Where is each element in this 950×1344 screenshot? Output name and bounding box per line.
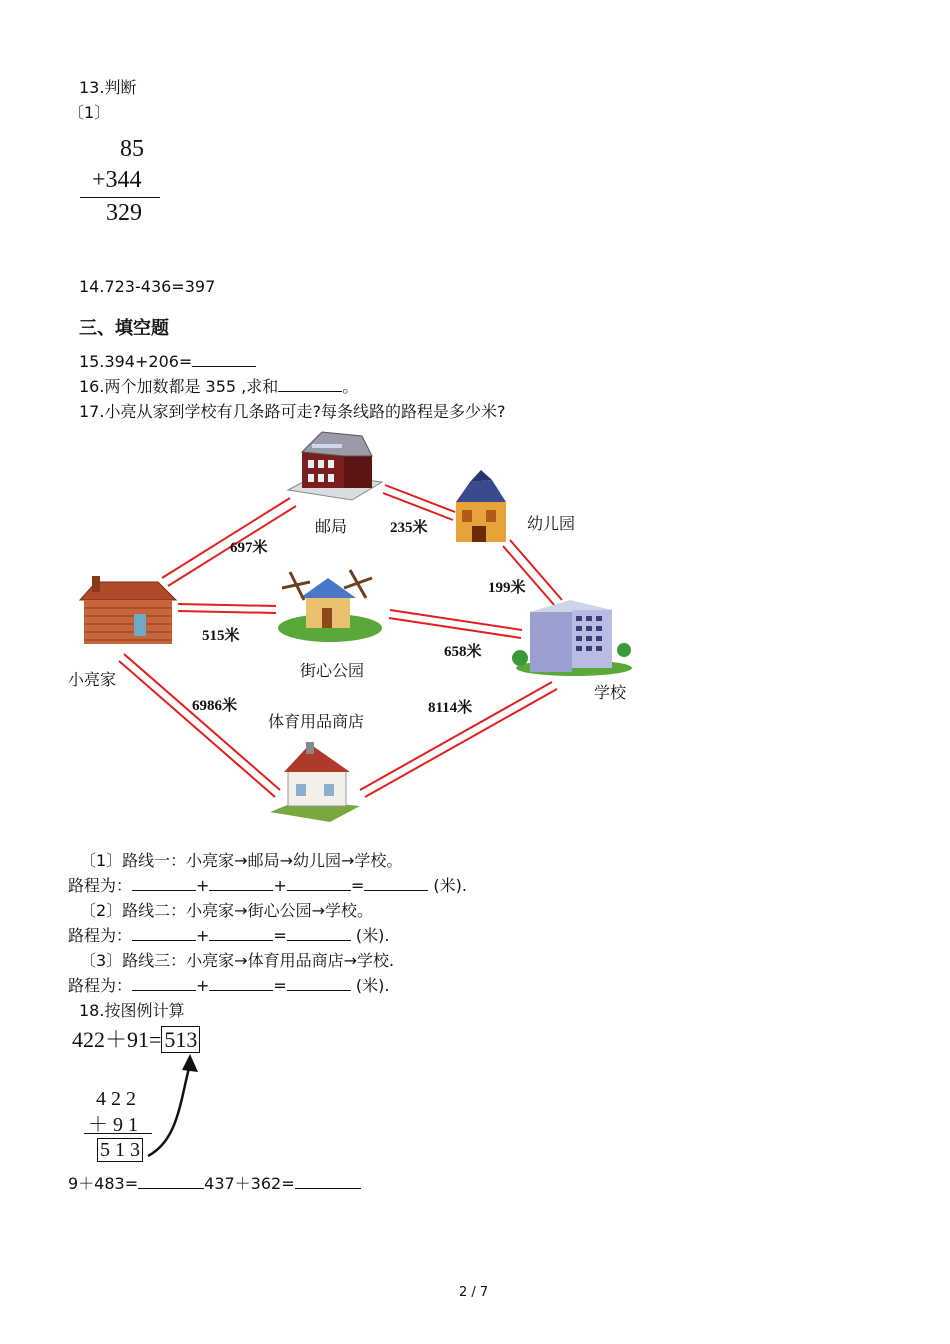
dist-park-school: 658米: [444, 644, 482, 660]
road-home-park: [178, 604, 276, 613]
route-map: [60, 425, 660, 835]
q16-text: 16.两个加数都是 355 ,求和: [79, 377, 279, 396]
q14-text: 14.723-436=397: [79, 277, 216, 296]
park-icon: [278, 570, 382, 642]
label-post: 邮局: [315, 517, 348, 536]
q18-exercises: [68, 1174, 361, 1194]
home-icon: [80, 576, 176, 644]
q13-vertical-line: [80, 197, 160, 198]
q18-blank-2[interactable]: [295, 1174, 361, 1189]
dist-home-park: 515米: [202, 628, 240, 644]
q13-sub: 〔1〕: [68, 103, 111, 122]
route1-blank-1[interactable]: [132, 876, 196, 891]
q16-line: [79, 377, 358, 397]
route1-text: 〔1〕路线一：小亮家→邮局→幼儿园→学校。: [80, 851, 403, 870]
page-number: 2 / 7: [459, 1285, 489, 1300]
route3-blank-total[interactable]: [287, 976, 351, 991]
label-kinder: 幼儿园: [527, 514, 576, 533]
q16-blank[interactable]: [278, 377, 342, 392]
route2-text: 〔2〕路线二：小亮家→街心公园→学校。: [80, 901, 373, 920]
q15-text: 15.394+206=: [79, 352, 193, 371]
route2-blank-1[interactable]: [132, 926, 196, 941]
q18-title: 18.按图例计算: [79, 1001, 185, 1020]
label-store: 体育用品商店: [268, 712, 365, 731]
q16-text-end: 。: [342, 377, 359, 396]
dist-home-post: 697米: [230, 540, 268, 556]
route2-blank-2[interactable]: [209, 926, 273, 941]
label-home: 小亮家: [68, 670, 117, 689]
route3-text: 〔3〕路线三：小亮家→体育用品商店→学校.: [80, 951, 395, 970]
q18-example-answer: 513: [161, 1026, 200, 1053]
q18-vertical-line: [84, 1133, 152, 1134]
q15-blank[interactable]: [192, 352, 256, 367]
q18-example-expr: 422＋91=: [72, 1027, 162, 1052]
q13-vertical-result: 329: [106, 200, 142, 226]
route1-blank-total[interactable]: [364, 876, 428, 891]
route3-distance: 路程为： + = (米).: [68, 976, 390, 995]
route3-blank-2[interactable]: [209, 976, 273, 991]
store-icon: [270, 742, 360, 822]
q13-vertical-top: 85: [120, 136, 144, 162]
route2-distance: 路程为： + = (米).: [68, 926, 390, 945]
kindergarten-icon: [456, 470, 506, 542]
dist-post-kinder: 235米: [390, 520, 428, 536]
q18-exercise-2: 437＋362=: [204, 1174, 295, 1193]
q18-blank-1[interactable]: [138, 1174, 204, 1189]
route1-distance: 路程为： + + = (米).: [68, 876, 467, 895]
q18-exercise-1: 9＋483=: [68, 1174, 139, 1193]
dist-home-store: 6986米: [192, 698, 238, 714]
q18-vertical-result: 5 1 3: [97, 1138, 143, 1162]
route1-blank-2[interactable]: [209, 876, 273, 891]
dist-kinder-school: 199米: [488, 580, 526, 596]
school-icon: [512, 600, 632, 676]
q17-text: 17.小亮从家到学校有几条路可走?每条线路的路程是多少米?: [79, 402, 506, 421]
q13-title: 13.判断: [79, 78, 137, 97]
post-office-icon: [288, 432, 382, 500]
q15-line: [79, 352, 256, 372]
section-heading: 三、填空题: [79, 318, 169, 339]
route2-blank-total[interactable]: [287, 926, 351, 941]
q18-vertical-top: 4 2 2: [96, 1088, 136, 1110]
arrow-icon: [140, 1048, 210, 1168]
route1-blank-3[interactable]: [287, 876, 351, 891]
road-park-school: [389, 610, 522, 638]
route3-blank-1[interactable]: [132, 976, 196, 991]
label-school: 学校: [594, 683, 627, 702]
road-home-store: [119, 654, 280, 797]
road-home-post: [162, 498, 296, 586]
q13-vertical-second: +344: [92, 167, 142, 193]
dist-store-school: 8114米: [428, 700, 473, 716]
label-park: 街心公园: [300, 661, 365, 680]
road-post-kinder: [383, 485, 455, 520]
q18-vertical-second: ＋ 9 1: [88, 1114, 138, 1136]
